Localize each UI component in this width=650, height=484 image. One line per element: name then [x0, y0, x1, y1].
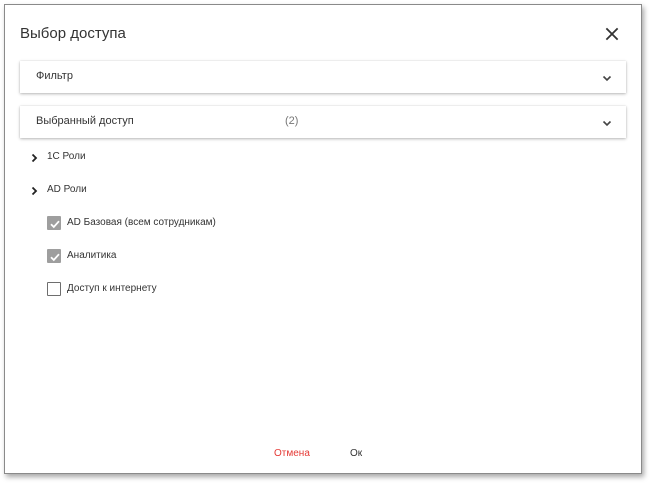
- chevron-down-icon: [601, 117, 613, 129]
- chevron-right-icon: [29, 186, 39, 196]
- tree-group-label: AD Роли: [47, 184, 87, 195]
- close-button[interactable]: [603, 25, 621, 43]
- access-item-label: Аналитика: [67, 250, 117, 261]
- chevron-right-icon: [29, 153, 39, 163]
- access-selection-dialog: [4, 4, 642, 474]
- selected-access-panel[interactable]: [20, 106, 626, 138]
- ok-button[interactable]: Ок: [350, 448, 363, 459]
- chevron-down-icon: [601, 72, 613, 84]
- selected-access-label: Выбранный доступ: [36, 115, 134, 127]
- checkmark-icon: [49, 218, 61, 230]
- access-item-label: AD Базовая (всем сотрудникам): [67, 217, 216, 228]
- checkbox-unchecked[interactable]: [47, 282, 61, 296]
- cancel-button[interactable]: Отмена: [274, 448, 310, 459]
- filter-panel[interactable]: [20, 61, 626, 93]
- dialog-title: Выбор доступа: [20, 25, 126, 42]
- checkmark-icon: [49, 251, 61, 263]
- checkbox-checked[interactable]: [47, 216, 61, 230]
- close-icon: [603, 25, 621, 43]
- checkbox-checked[interactable]: [47, 249, 61, 263]
- filter-panel-label: Фильтр: [36, 70, 73, 82]
- access-item-label: Доступ к интернету: [67, 283, 157, 294]
- tree-group-label: 1С Роли: [47, 151, 86, 162]
- selected-access-count: (2): [285, 115, 299, 127]
